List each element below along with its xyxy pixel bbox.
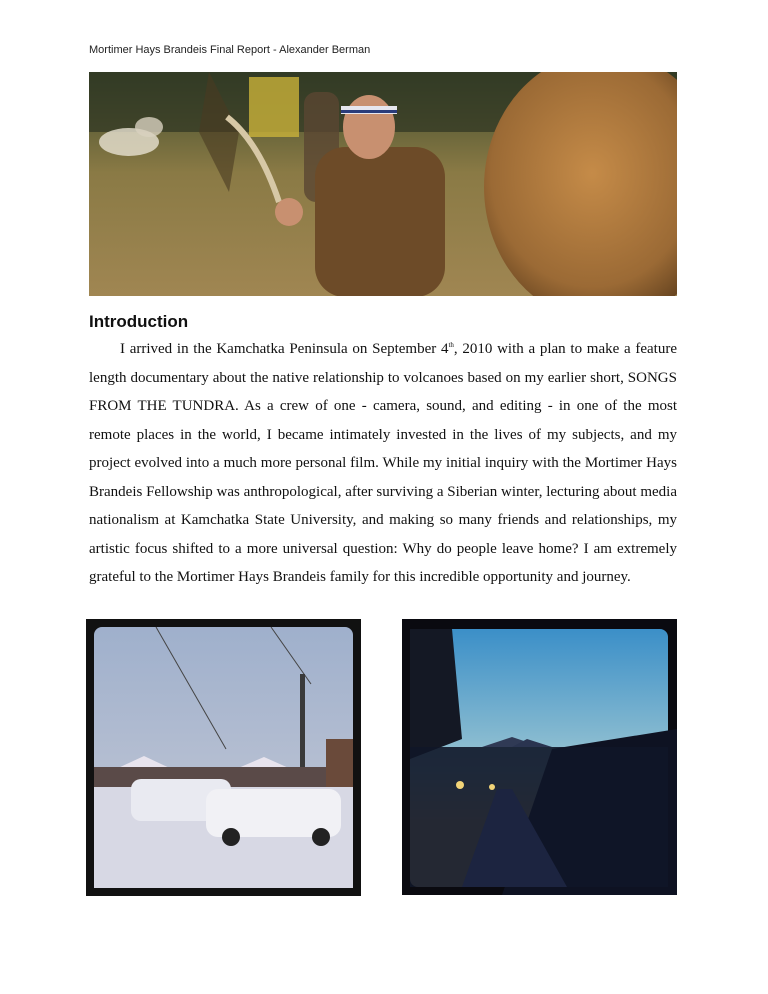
- intro-paragraph: [89, 335, 677, 592]
- hero-photo: [89, 72, 677, 296]
- para-rest: , 2010 with a plan to make a feature length documentary about the native relationship to volcanoes based on my earlier short, SONGS FROM THE TUNDRA. As a crew of one - camera, sound, and editing - in one of the most remote places in the world, I became intimately invested in the lives of my subjects, and my project evolved into a much more personal film. While my initial inquiry with the Mortimer Hays Brandeis Fellowship was anthropological, after surviving a Siberian winter, lecturing about media nationalism at Kamchatka State University, and making so many friends and relationships, my artistic focus shifted to a more universal question: Why do people leave home? I am extremely grateful to the Mortimer Hays Brandeis family for this incredible opportunity and journey.: [89, 341, 678, 585]
- para-start: I arrived in the Kamchatka Peninsula on September 4: [120, 341, 449, 357]
- snowy-street-photo: [86, 619, 361, 896]
- page-header: Mortimer Hays Brandeis Final Report - Alexander Berman: [89, 44, 371, 56]
- para-superscript: th: [448, 341, 454, 349]
- dusk-street-photo: [402, 619, 677, 895]
- section-heading: Introduction: [89, 312, 189, 331]
